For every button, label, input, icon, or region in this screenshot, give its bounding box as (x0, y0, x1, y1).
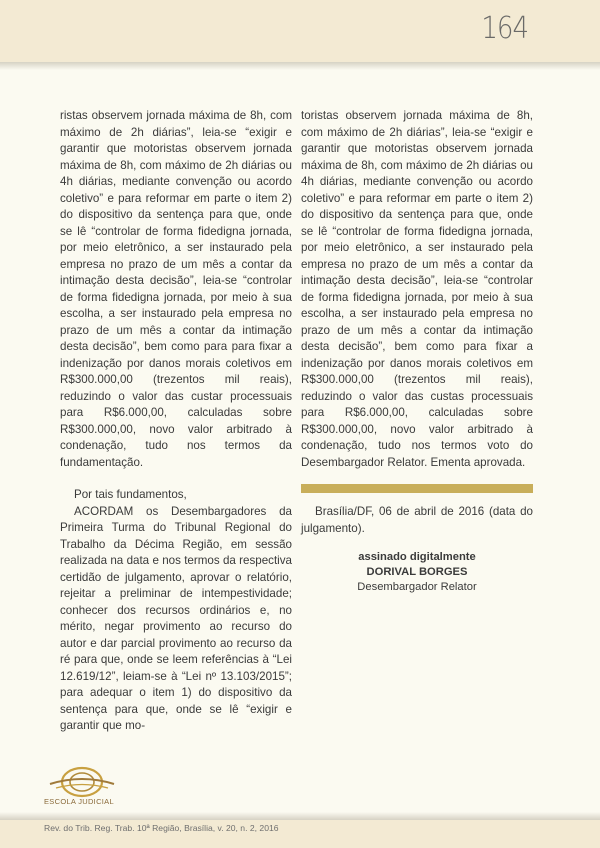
date-line: Brasília/DF, 06 de abril de 2016 (data do julgamento). (301, 505, 533, 535)
signature-block (301, 550, 533, 595)
signature-role: Desembargador Relator (357, 581, 477, 593)
page-number: 164 (481, 11, 528, 47)
right-column (301, 108, 533, 595)
right-paragraph-1: toristas observem jornada máxima de 8h, com máximo de 2h diárias”, leia-se “exigir e garantir que motoristas observem jornada máxima de 8h, com máximo de 2h diárias ou 4h diárias, mediante convenção ou acordo coletivo” e para reformar em parte o item 2) do dispositivo da sentença para que, onde se lê “controlar de forma fidedigna jornada, por meio eletrônico, a ser instaurado pela empresa no prazo de um mês a contar da intimação desta decisão”, leia-se “controlar de forma fidedigna jornada, por meio à sua escolha, a ser instaurado pela empresa no prazo de um mês a contar da intimação desta decisão”, bem como para fixar a indenização por danos morais coletivos em R$300.000,00 (trezentos mil reais), reduzindo o valor das custas processuais para R$6.000,00, calculadas sobre R$300.000,00, novo valor arbitrado à condenação, tudo nos termos voto do Desembargador Relator. Ementa aprovada. (301, 109, 533, 469)
header-shadow (0, 62, 600, 70)
left-column (60, 108, 292, 735)
logo-label: ESCOLA JUDICIAL (44, 797, 114, 806)
signature-name: DORIVAL BORGES (366, 566, 468, 578)
left-paragraph-2: Por tais fundamentos, (74, 488, 187, 501)
footer-citation: Rev. do Trib. Reg. Trab. 10ª Região, Brasília, v. 20, n. 2, 2016 (44, 823, 279, 833)
left-paragraph-1: ristas observem jornada máxima de 8h, com máximo de 2h diárias”, leia-se “exigir e garantir que motoristas observem jornada máxima de 8h, com máximo de 2h diárias ou 4h diárias, mediante convenção ou acordo coletivo” e para reformar em parte o item 2) do dispositivo da sentença para que, onde se lê “controlar de forma fidedigna jornada, por meio eletrônico, a ser instaurado pela empresa no prazo de um mês a contar da intimação desta decisão”, leia-se “controlar de forma fidedigna jornada, por meio à sua escolha, a ser instaurado pela empresa no prazo de um mês a contar da intimação desta decisão”, bem como para para fixar a indenização por danos morais coletivos em R$300.000,00 (trezentos mil reais), reduzindo o valor das custar processuais para R$6.000,00, calculadas sobre R$300.000,00, novo valor arbitrado à condenação, tudo nos termos da fundamentação. (60, 109, 292, 469)
accent-divider (301, 484, 533, 493)
footer-shadow (0, 812, 600, 820)
signature-signed: assinado digitalmente (358, 551, 476, 563)
left-paragraph-3: ACORDAM os Desembargadores da Primeira Turma do Tribunal Regional do Trabalho da Décima Região, em sessão realizada na data e nos termos da respectiva certidão de julgamento, aprovar o relatório, rejeitar a preliminar de intempestividade; conhecer dos recursos ordinários e, no mérito, negar provimento ao recurso do autor e dar parcial provimento ao recurso da ré para que, onde se leem referências à “Lei 12.619/12”, leiam-se à “Lei nº 13.103/2015”; para adequar o item 1) do dispositivo da sentença para que, onde se lê “exigir e garantir que mo- (60, 504, 292, 732)
paragraph-gap (60, 471, 292, 487)
